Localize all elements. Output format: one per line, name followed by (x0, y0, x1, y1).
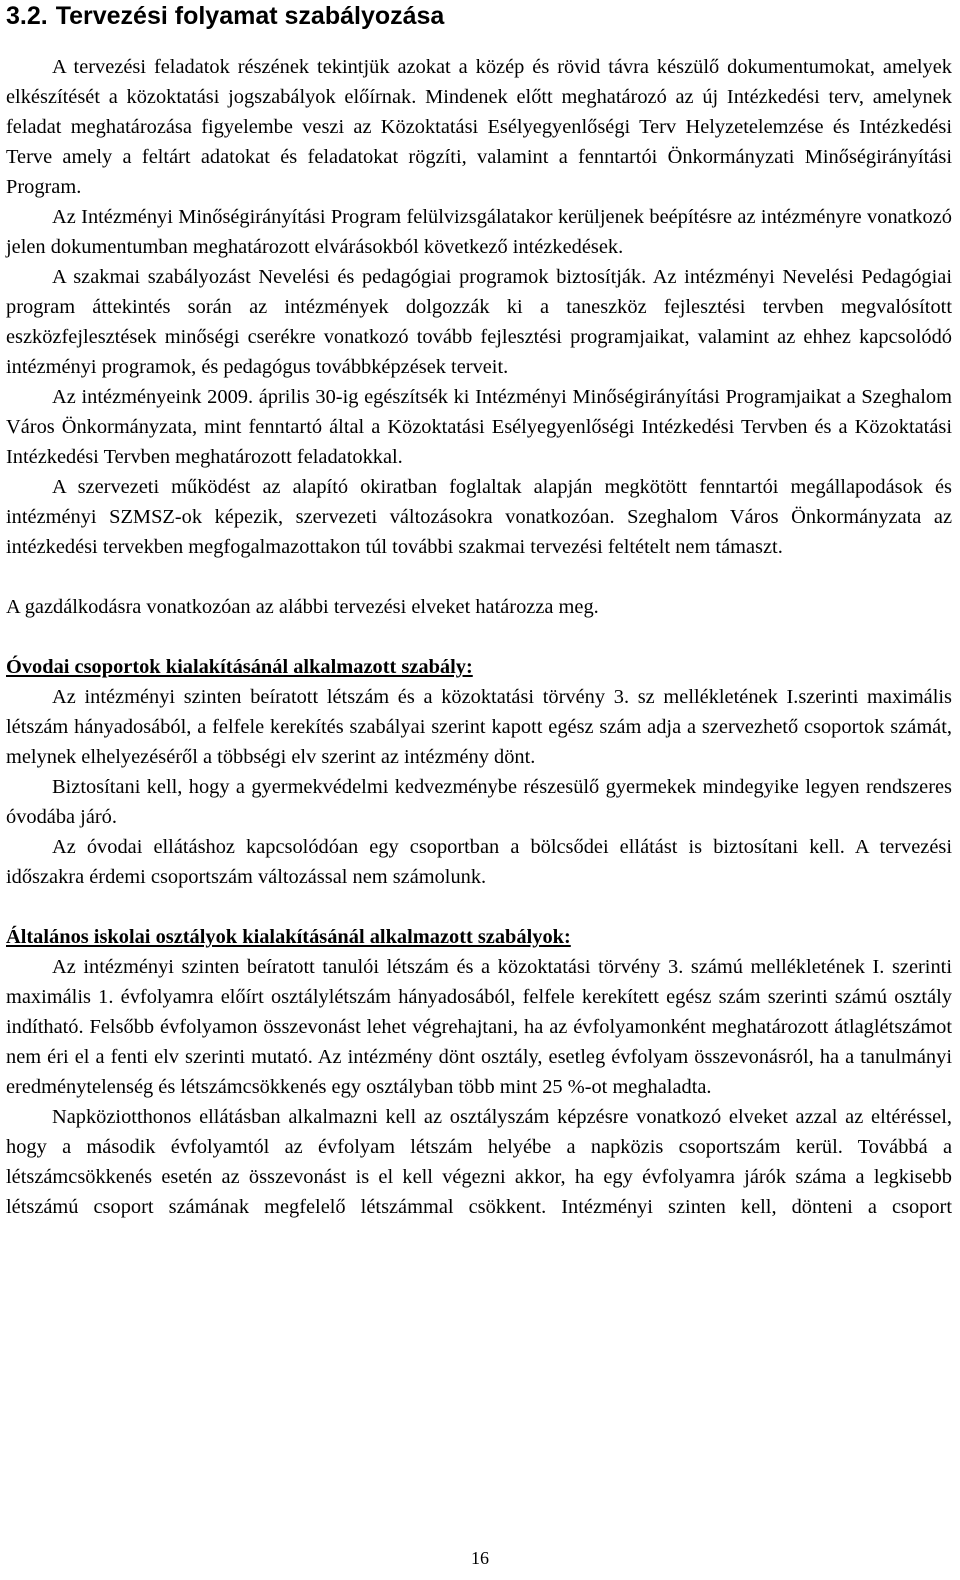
page-number: 16 (471, 1548, 489, 1568)
section-number: 3.2. (6, 2, 48, 30)
spacer (6, 562, 952, 592)
document-body (6, 52, 952, 1222)
paragraph-day-care: Napköziotthonos ellátásban alkalmazni kell az osztályszám képzésre vonatkozó elveket azzal az eltéréssel, hogy a második évfolyamtól az évfolyam létszám helyébe a napközis csoportszám kerül. Továbbá a létszámcsökkenés esetén az összevonást is el kell végezni akkor, ha egy évfolyamra járók száma a legkisebb létszámú csoport számának megfelelő létszámmal csökkent. Intézményi szinten kell, dönteni a csoport (6, 1106, 952, 1218)
spacer (6, 892, 952, 922)
document-page (6, 0, 952, 1218)
paragraph-organizational-operation: A szervezeti működést az alapító okiratban foglaltak alapján megkötött fenntartói megállapodások és intézményi SZMSZ-ok képezik, szervezeti változásokra vonatkozóan. Szeghalom Város Önkormányzata az intézkedési tervekben megfogalmazottakon túl további szakmai tervezési feltételt nem támaszt. (6, 476, 952, 558)
paragraph-professional-regulation: A szakmai szabályozást Nevelési és pedagógiai programok biztosítják. Az intézményi Nevelési Pedagógiai program áttekintés során az intézmények dolgozzák ki a taneszköz fejlesztési tervben megvalósított eszközfejlesztések minőségi cserékre vonatkozó tovább fejlesztési programjaikat, valamint az ehhez kapcsolódó intézményi programok, és pedagógus továbbképzések terveit. (6, 266, 952, 378)
paragraph-planning-documents: A tervezési feladatok részének tekintjük azokat a közép és rövid távra készülő dokumentumokat, amelyek elkészítését a közoktatási jogszabályok előírnak. Mindenek előtt meghatározó az új Intézkedési terv, amelynek feladat meghatározása figyelembe veszi az Közoktatási Esélyegyenlőségi Terv Helyzetelemzése és Intézkedési Terve amely a feltárt adatokat és feladatokat rögzíti, valamint a fenntartói Önkormányzati Minőségirányítási Program. (6, 56, 952, 198)
paragraph-child-protection: Biztosítani kell, hogy a gyermekvédelmi kedvezménybe részesülő gyermekek mindegyike legyen rendszeres óvodába járó. (6, 776, 952, 828)
paragraph-quality-program-review: Az Intézményi Minőségirányítási Program felülvizsgálatakor kerüljenek beépítésre az intézményre vonatkozó jelen dokumentumban meghatározott elvárásokból következő intézkedések. (6, 206, 952, 258)
kindergarten-rules-heading: Óvodai csoportok kialakításánál alkalmazott szabály: (6, 656, 473, 678)
paragraph-financial-principles: A gazdálkodásra vonatkozóan az alábbi tervezési elveket határozza meg. (6, 596, 599, 618)
paragraph-school-class-count: Az intézményi szinten beíratott tanulói létszám és a közoktatási törvény 3. számú mellékletének I. szerinti maximális 1. évfolyamra előírt osztálylétszám hányadosából, felfele kerekített egész szám szerinti számú osztály indítható. Felsőbb évfolyamon összevonást lehet végrehajtani, ha az évfolyamonként meghatározott átlaglétszámot nem éri el a fenti elv szerinti mutató. Az intézmény dönt osztály, esetleg évfolyam összevonásról, ha a tanulmányi eredménytelenség és létszámcsökkenés egy osztályban több mint 25 %-ot meghaladta. (6, 956, 952, 1098)
paragraph-kindergarten-group-count: Az intézményi szinten beíratott létszám és a közoktatási törvény 3. sz mellékletének I.szerinti maximális létszám hányadosából, a felfele kerekítés szabályai szerint kapott egész szám adja a szervezhető csoportok számát, melynek elhelyezéséről a többségi elv szerint az intézmény dönt. (6, 686, 952, 768)
paragraph-deadline-2009: Az intézményeink 2009. április 30-ig egészítsék ki Intézményi Minőségirányítási Programjaikat a Szeghalom Város Önkormányzata, mint fenntartó által a Közoktatási Esélyegyenlőségi Intézkedési Tervben és a Közoktatási Intézkedési Tervben meghatározott feladatokkal. (6, 386, 952, 468)
section-title (6, 0, 952, 37)
paragraph-nursery-care: Az óvodai ellátáshoz kapcsolódóan egy csoportban a bölcsődei ellátást is biztosítani kell. A tervezési időszakra érdemi csoportszám változással nem számolunk. (6, 836, 952, 888)
section-title-text: Tervezési folyamat szabályozása (55, 2, 445, 30)
spacer (6, 622, 952, 652)
school-rules-heading: Általános iskolai osztályok kialakításánál alkalmazott szabályok: (6, 926, 571, 948)
